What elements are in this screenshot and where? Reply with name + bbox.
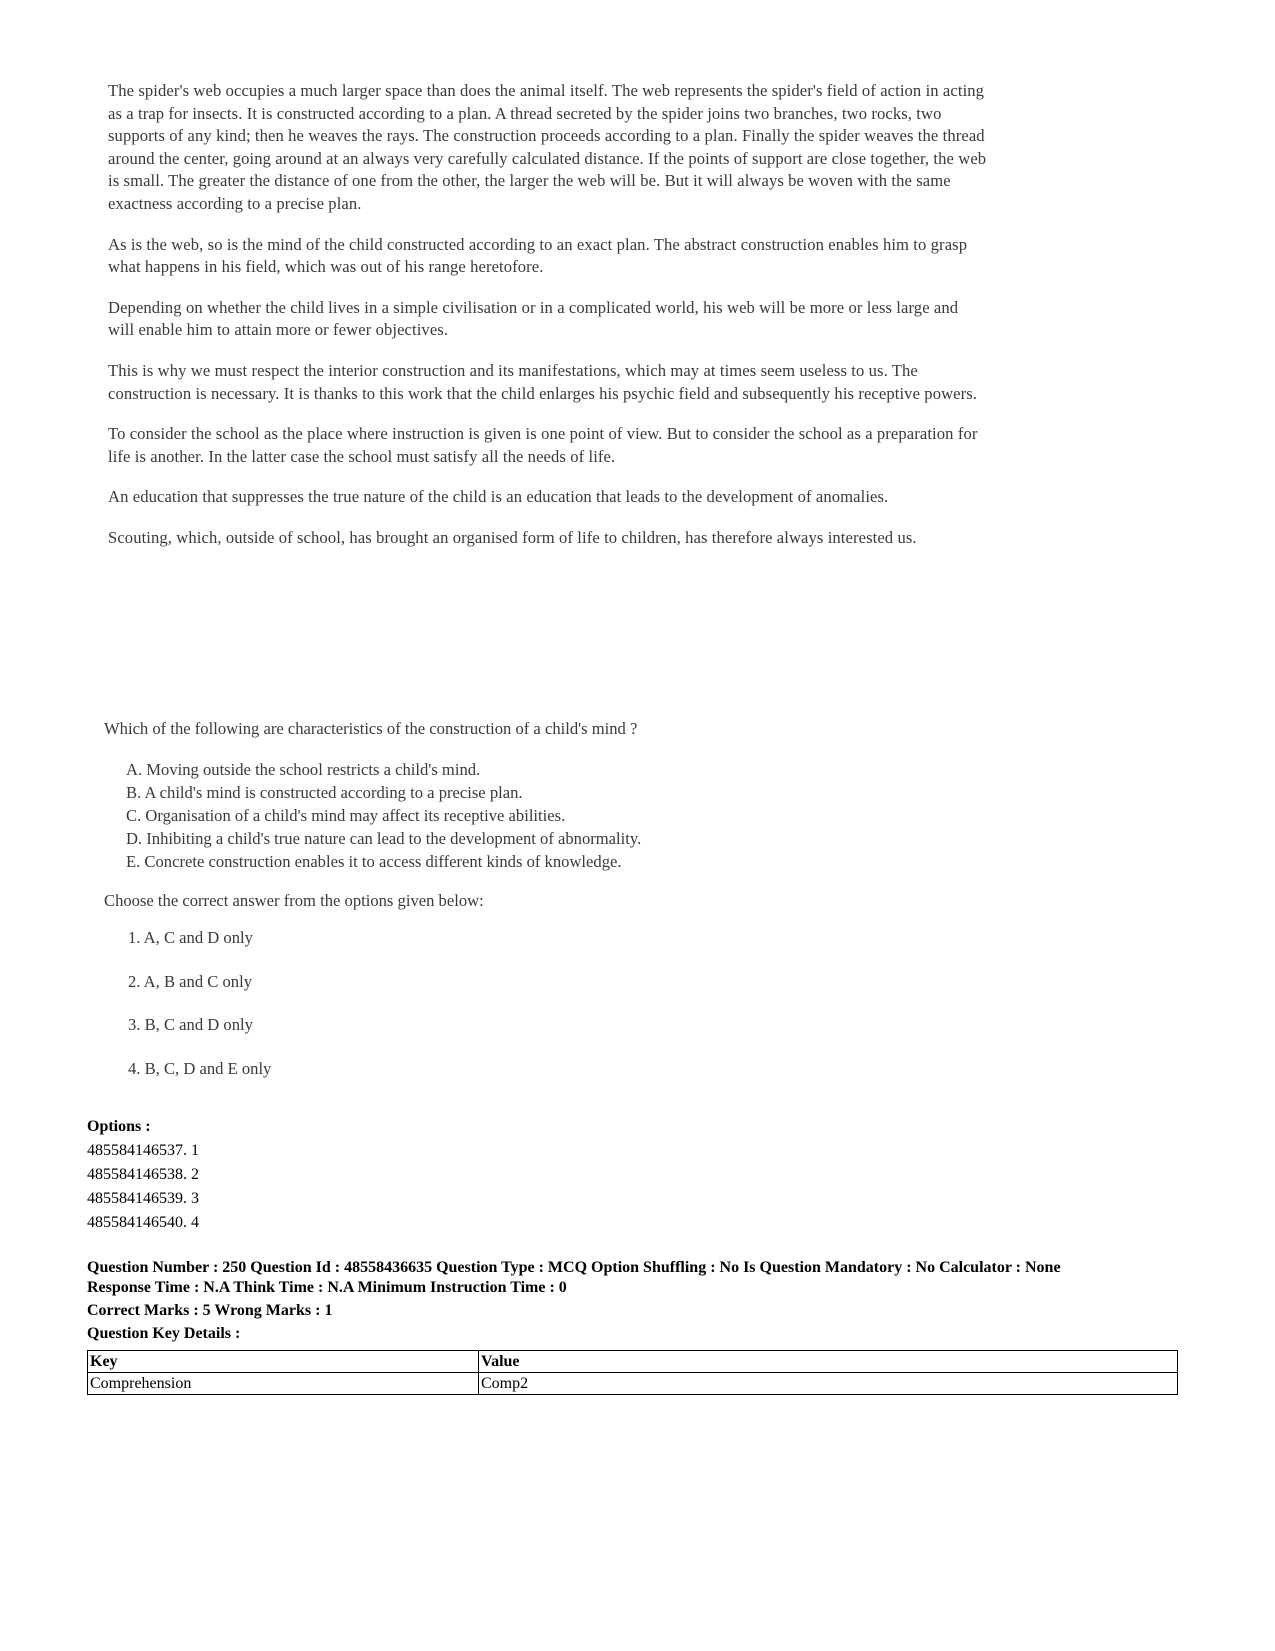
statement-item: E. Concrete construction enables it to access different kinds of knowledge. <box>126 851 622 871</box>
passage-paragraph: This is why we must respect the interior construction and its manifestations, which may at times seem useless to us. The construction is necessary. It is thanks to this work that the child enlarges his psychic field and subsequently his receptive powers. <box>108 360 978 403</box>
answer-choice: 2. A, B and C only <box>128 971 252 991</box>
question-meta-line: Question Number : 250 Question Id : 48558436635 Question Type : MCQ Option Shuffling : No Is Question Mandatory : No Calculator : None <box>87 1259 1061 1276</box>
choose-instruction: Choose the correct answer from the options given below: <box>104 890 484 910</box>
question-image <box>104 718 984 1101</box>
passage-paragraph: An education that suppresses the true nature of the child is an education that leads to the development of anomalies. <box>108 487 889 507</box>
statement-item: B. A child's mind is constructed according to a precise plan. <box>126 782 523 802</box>
statement-list <box>104 758 984 873</box>
statement-item: C. Organisation of a child's mind may affect its receptive abilities. <box>126 805 566 825</box>
option-item: 485584146539. 3 <box>87 1190 199 1207</box>
passage-paragraph: Scouting, which, outside of school, has brought an organised form of life to children, has therefore always interested us. <box>108 527 917 547</box>
passage-image <box>108 80 988 550</box>
question-meta-line: Response Time : N.A Think Time : N.A Minimum Instruction Time : 0 <box>87 1279 567 1296</box>
passage-paragraph: As is the web, so is the mind of the child constructed according to an exact plan. The abstract construction enables him to grasp what happens in his field, which was out of his range heretofore. <box>108 234 968 277</box>
table-header-row <box>88 1351 1178 1373</box>
table-cell: Comprehension <box>88 1373 479 1395</box>
question-meta <box>87 1258 1237 1344</box>
answer-choice: 4. B, C, D and E only <box>128 1058 272 1078</box>
options-block <box>87 1115 199 1235</box>
question-key-table <box>87 1350 1178 1395</box>
answer-choice: 3. B, C and D only <box>128 1015 253 1035</box>
answer-choice: 1. A, C and D only <box>128 928 253 948</box>
question-text: Which of the following are characteristics of the construction of a child's mind ? <box>104 719 638 738</box>
table-header-cell: Key <box>88 1351 479 1373</box>
statement-item: D. Inhibiting a child's true nature can lead to the development of abnormality. <box>126 828 642 848</box>
key-details-heading: Question Key Details : <box>87 1325 241 1342</box>
option-item: 485584146537. 1 <box>87 1142 199 1159</box>
passage-paragraph: The spider's web occupies a much larger space than does the animal itself. The web represents the spider's field of action in acting as a trap for insects. It is constructed according to a plan. A thread secreted by the spider joins two branches, two rocks, two supports of any kind; then he weaves the rays. The construction proceeds according to a plan. Finally the spider weaves the thread around the center, going around at an always very carefully calculated distance. If the points of support are close together, the web is small. The greater the distance of one from the other, the larger the web will be. But it will always be woven with the same exactness according to a precise plan. <box>108 81 987 213</box>
answer-choice-list <box>104 926 984 1081</box>
statement-item: A. Moving outside the school restricts a child's mind. <box>126 759 481 779</box>
passage-paragraph: Depending on whether the child lives in a simple civilisation or in a complicated world, his web will be more or less large and will enable him to attain more or fewer objectives. <box>108 297 959 340</box>
table-row <box>88 1373 1178 1395</box>
table-header-cell: Value <box>479 1351 1178 1373</box>
options-title: Options : <box>87 1118 151 1135</box>
marks-line: Correct Marks : 5 Wrong Marks : 1 <box>87 1302 333 1319</box>
passage-paragraph: To consider the school as the place where instruction is given is one point of view. But to consider the school as a preparation for life is another. In the latter case the school must satisfy all the needs of life. <box>108 424 978 466</box>
option-item: 485584146540. 4 <box>87 1214 199 1231</box>
table-cell: Comp2 <box>479 1373 1178 1395</box>
option-item: 485584146538. 2 <box>87 1166 199 1183</box>
